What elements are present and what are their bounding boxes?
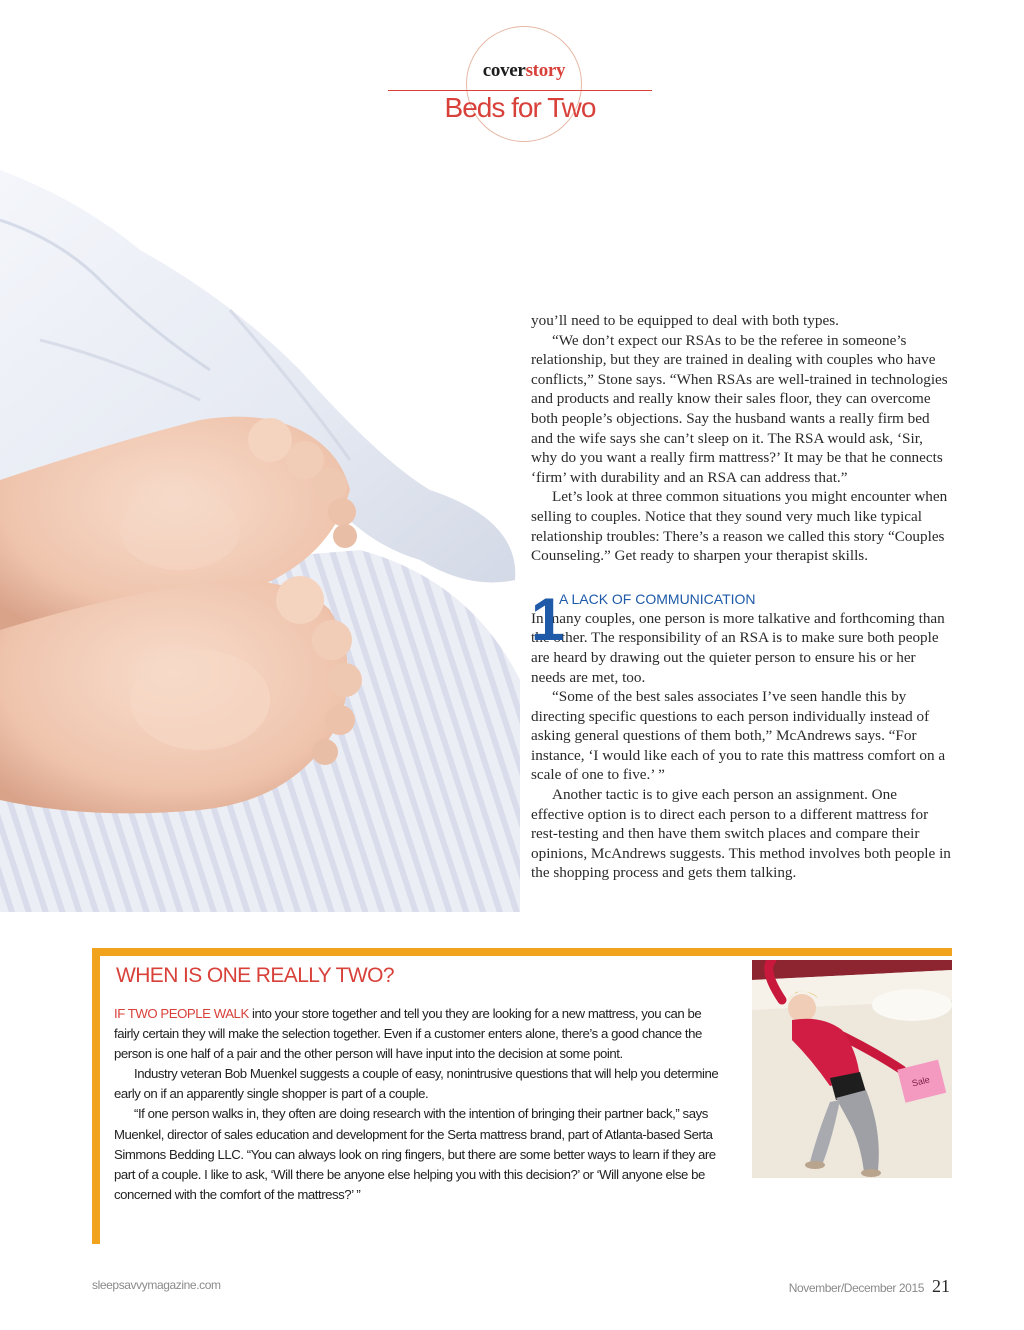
section-paragraph: Another tactic is to give each person an assignment. One effective option is to direct each person to a different mattress for rest-testing and then have them switch places and compare their opinions, McAndrews suggests. This method involves both people in the shopping process and gets them talking. (531, 786, 951, 882)
section-number: 1 (531, 585, 565, 653)
header-rule (388, 90, 652, 91)
sidebar-lead-in: IF TWO PEOPLE WALK (114, 1006, 249, 1021)
article-paragraph: Let’s look at three common situations you might encounter when selling to couples. Notice that they sound very much like typical relationship troubles: There’s a reason we called this story “Couples Counseling.” Get ready to sharpen your therapist skills. (531, 488, 948, 565)
sidebar-paragraph: “If one person walks in, they often are doing research with the intention of bringing their partner back,” says Muenkel, director of sales education and development for the Serta mattress brand, part of Atlanta-based Serta Simmons Bedding LLC. “You can always look on ring fingers, but there are some better ways to learn if they are part of a couple. I like to ask, ‘Will there be anyone else helping you with this decision?’ or ‘Will anyone else be concerned with the comfort of the mattress?’ ” (114, 1106, 716, 1202)
section-heading: A LACK OF COMMUNICATION (559, 590, 756, 607)
article-paragraph: you’ll need to be equipped to deal with both types. (531, 312, 839, 329)
footer-issue-block (789, 1276, 950, 1297)
article-column (531, 311, 951, 883)
kicker-cover: cover (482, 60, 526, 81)
feet-in-bed-photo (0, 160, 520, 912)
footer-issue-date: November/December 2015 (788, 1281, 924, 1295)
article-paragraph: “We don’t expect our RSAs to be the referee in someone’s relationship, but they are trained in dealing with couples who have conflicts,” Stone says. “When RSAs are well-trained in technologies and products and really know their sales floor, they can overcome both people’s objections. Say the husband wants a really firm bed and the wife says she can’t sleep on it. The RSA would ask, ‘Sir, why do you want a really firm mattress?’ It may be that he connects ‘firm’ with durability and an RSA can address that.” (531, 331, 948, 486)
section-kicker (466, 60, 582, 82)
section-paragraph: “Some of the best sales associates I’ve seen handle this by directing specific questions to each person individually instead of asking general questions of them both,” McAndrews says. “For instance, ‘I would like each of you to rate this mattress comfort on a scale of one to five.’ ” (531, 688, 946, 784)
sale-tag-text: Sale (910, 1074, 931, 1089)
sidebar-lead-paragraph (114, 1004, 726, 1064)
sidebar-paragraph: Industry veteran Bob Muenkel suggests a couple of easy, nonintrusive questions that will help you determine early on if an apparently single shopper is part of a couple. (114, 1066, 719, 1102)
footer-website: sleepsavvymagazine.com (92, 1278, 221, 1292)
header-circle (466, 26, 582, 142)
sidebar-lead-rest: into your store together and tell you they are looking for a new mattress, you can be fairly certain they will make the selection together. Even if a customer enters alone, there’s a good chance the person is one half of a pair and the other person will have input into the decision at some point. (114, 1006, 702, 1062)
sidebar-title: WHEN IS ONE REALLY TWO? (116, 964, 394, 987)
kicker-story: story (525, 60, 566, 81)
section-paragraph: In many couples, one person is more talkative and forthcoming than the other. The responsibility of an RSA is to make sure both people are heard by drawing out the quieter person to ensure his or her needs are met, too. (531, 609, 945, 686)
section-lack-of-communication (531, 585, 951, 883)
sidebar-body (114, 1004, 726, 1205)
page-title: Beds for Two (444, 92, 596, 123)
page-number: 21 (932, 1276, 950, 1296)
woman-on-mattress-photo (752, 960, 952, 1178)
